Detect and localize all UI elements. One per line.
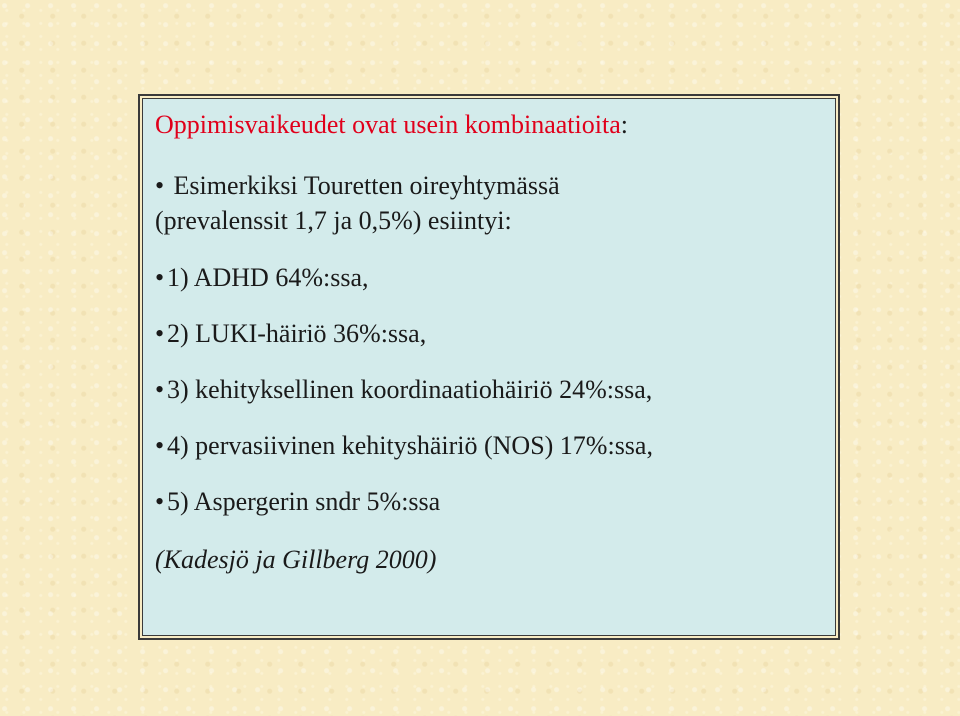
bullet-icon: • — [155, 171, 165, 200]
list-item-text: 3) kehityksellinen koordinaatiohäiriö 24%:ssa, — [167, 375, 653, 404]
content-box — [138, 94, 840, 640]
bullet-icon: • — [155, 263, 165, 292]
citation: (Kadesjö ja Gillberg 2000) — [155, 545, 437, 574]
list-item — [155, 263, 369, 293]
bullet-icon: • — [155, 431, 165, 460]
list-item — [155, 319, 426, 349]
list-item-text: 4) pervasiivinen kehityshäiriö (NOS) 17%:ssa, — [167, 431, 653, 460]
intro-line-1: Esimerkiksi Touretten oireyhtymässä — [173, 171, 560, 200]
heading-colon: : — [620, 110, 628, 139]
intro-line-2: (prevalenssit 1,7 ja 0,5%) esiintyi: — [155, 206, 512, 235]
bullet-icon: • — [155, 375, 165, 404]
list-item — [155, 487, 440, 517]
list-item — [155, 375, 652, 405]
bullet-icon: • — [155, 487, 165, 516]
intro-bullet — [155, 171, 560, 201]
list-item-text: 1) ADHD 64%:ssa, — [167, 263, 369, 292]
bullet-icon: • — [155, 319, 165, 348]
heading-text: Oppimisvaikeudet ovat usein kombinaatioita — [155, 110, 621, 139]
content-box-inner — [142, 98, 836, 636]
list-item-text: 5) Aspergerin sndr 5%:ssa — [167, 487, 441, 516]
list-item — [155, 431, 653, 461]
list-item-text: 2) LUKI-häiriö 36%:ssa, — [167, 319, 427, 348]
slide-heading — [155, 110, 628, 140]
